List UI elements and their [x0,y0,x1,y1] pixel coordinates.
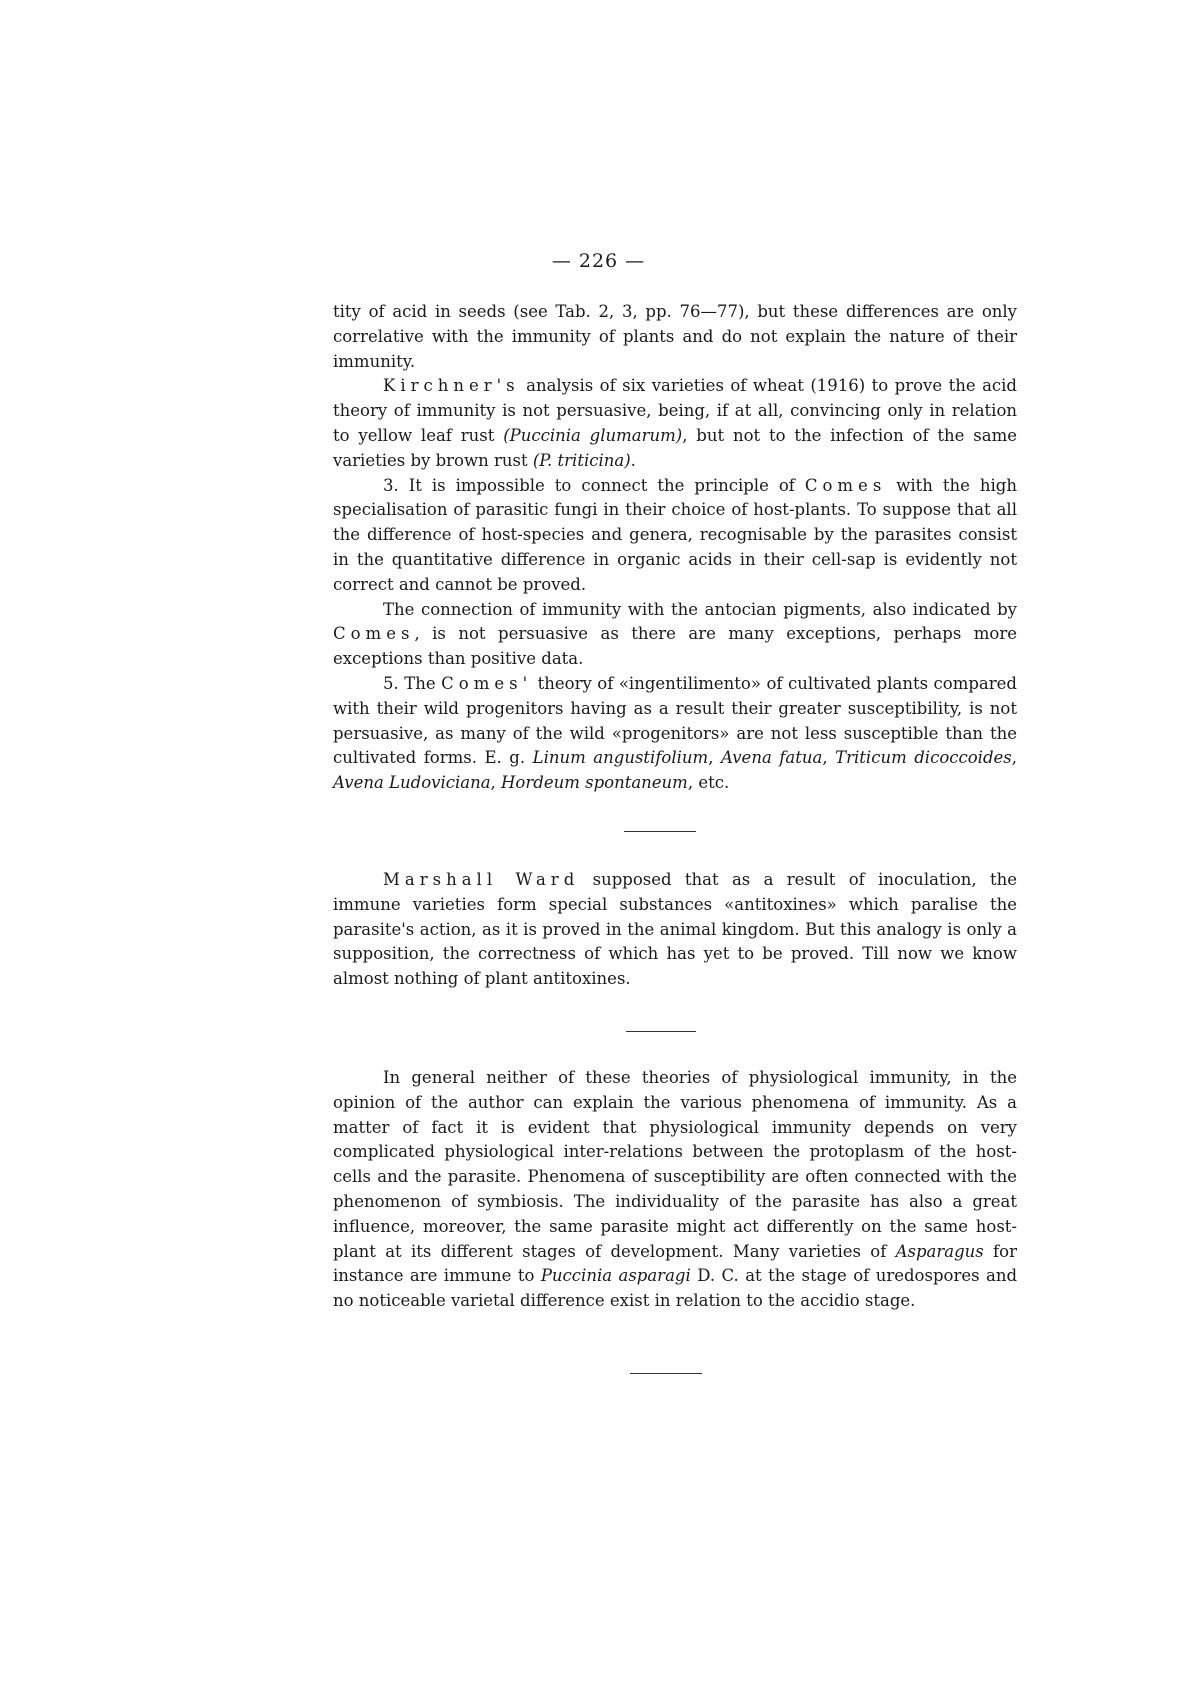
author-name-comes: Comes [804,475,887,495]
author-name-marshall-ward: Marshall Ward [383,870,580,889]
species-linum: Linum angustifolium [532,748,709,768]
species-avena-fatua: Avena fatua [720,748,823,768]
paragraph-antocian: The connection of immunity with the antocian pigments, also indicated by Comes, is not persuasive as there are many exceptions, perhaps more exceptions than positive data. [333,599,1017,669]
species-hordeum: Hordeum spontaneum [501,773,688,793]
paragraph-point-3: 3. It is impossible to connect the principle of Comes with the high specialisation of parasitic fungi in their choice of host-plants. To suppose that all the difference of host-species and genera, recognisable by the parasites consist in the quantitative difference in organic acids in their cell-sap is evidently not correct and cannot be proved. [333,475,1017,594]
section-divider [624,831,696,832]
species-triticum: Triticum dicoccoides [835,748,1012,768]
genus-asparagus: Asparagus [895,1241,984,1261]
section-general-conclusion [333,1066,1017,1314]
section-acid-theory [333,300,1017,796]
author-name-comes: Comes' [441,673,533,693]
paragraph-general: In general neither of these theories of physiological immunity, in the opinion of the author can explain the various phenomena of immunity. As a matter of fact it is evident that physiological immunity depends on very complicated physiological inter-relations between the protoplasm of the host-cells and the parasite. Phenomena of susceptibility are often connected with the phenomenon of symbiosis. The individuality of the parasite has also a great influence, moreover, the same parasite might act differently on the same host-plant at its different stages of development. Many varieties of Asparagus for instance are immune to Puccinia asparagi D. C. at the stage of uredospores and no noticeable varietal difference exist in relation to the accidio stage. [333,1068,1018,1311]
species-p-triticina: (P. triticina) [532,450,631,470]
section-divider [626,1031,696,1032]
author-name-comes: Comes [333,624,415,644]
paragraph-point-5: 5. The Comes' theory of «ingentilimento» of cultivated plants compared with their wild progenitors having as a result their greater susceptibility, is not persuasive, as many of the wild «progenitors» are not less susceptible than the cultivated forms. E. g. Linum angustifolium, Avena fatua, Triticum dicoccoides, Avena Ludoviciana, Hordeum spontaneum, etc. [333,673,1017,793]
species-puccinia-asparagi: Puccinia asparagi [540,1266,691,1286]
author-name-kirchner: Kirchner's [383,376,520,396]
paragraph-continuation: tity of acid in seeds (see Tab. 2, 3, pp. 76—77), but these differences are only correlative with the immunity of plants and do not explain the nature of their immunity. [333,302,1017,371]
species-puccinia-glumarum: (Puccinia glumarum) [503,425,683,445]
section-divider [630,1373,702,1374]
paragraph-kirchner: Kirchner's analysis of six varieties of wheat (1916) to prove the acid theory of immunity is not persuasive, being, if at all, convincing only in relation to yellow leaf rust (Puccinia glumarum), but not to the infection of the same varieties by brown rust (P. triticina). [333,376,1017,470]
species-avena-ludoviciana: Avena Ludoviciana [333,773,491,793]
page-number: — 226 — [551,250,646,272]
paragraph-marshall-ward: Marshall Ward supposed that as a result of inoculation, the immune varieties form special substances «antitoxines» which paralise the parasite's action, as it is proved in the animal kingdom. But this analogy is only a supposition, the correctness of which has yet to be proved. Till now we know almost nothing of plant antitoxines. [333,870,1017,989]
section-antitoxines [333,868,1017,992]
